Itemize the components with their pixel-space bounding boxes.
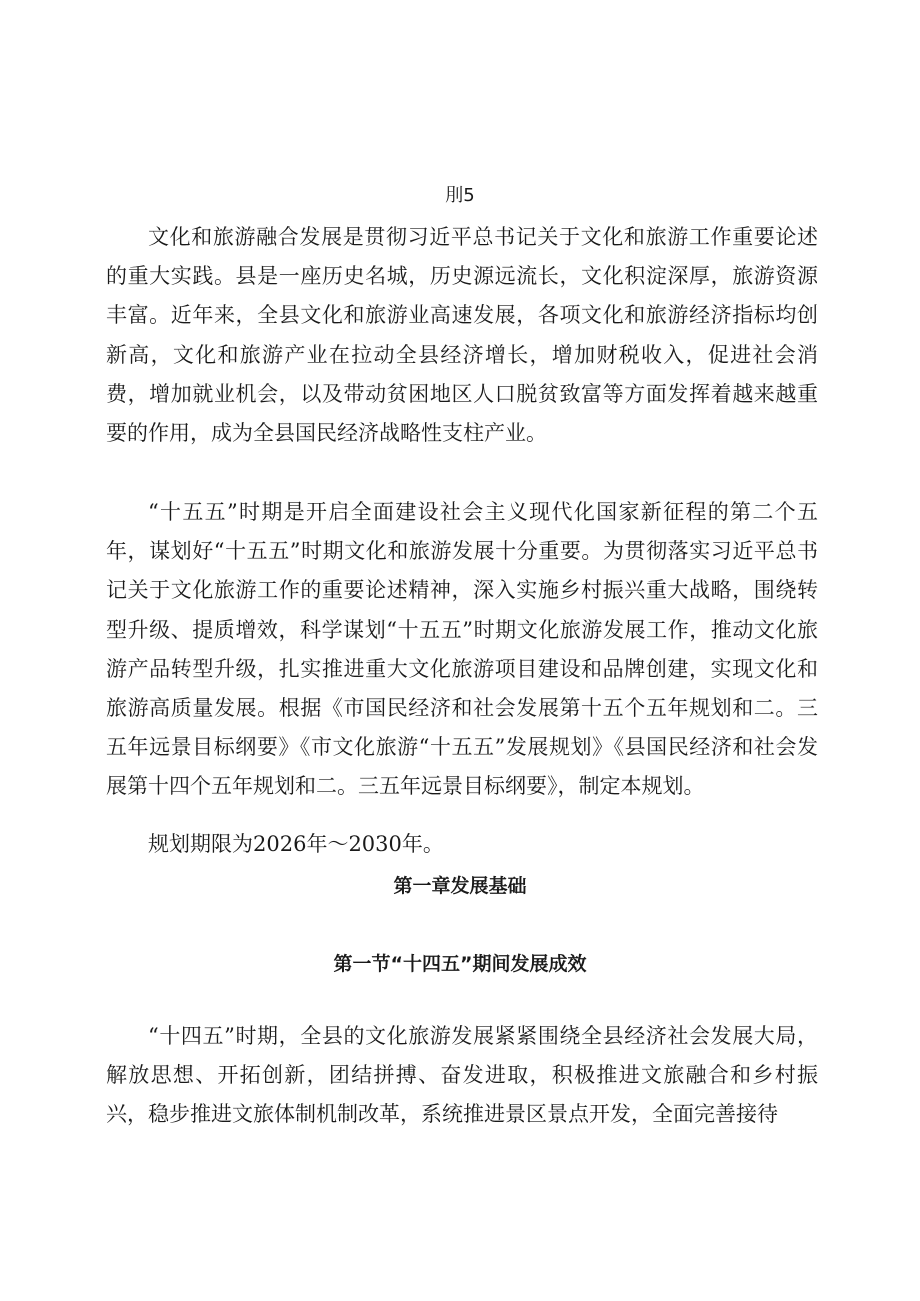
chapter-heading: 第一章发展基础 [393, 875, 527, 897]
page-header-mark: 刖5 [445, 185, 475, 206]
paragraph-achievements: “十四五”时期，全县的文化旅游发展紧紧围绕全县经济社会发展大局，解放思想、开拓创新，团结拼搏、奋发进取，积极推进文旅融合和乡村振兴，稳步推进文旅体制机制改革，系统推进景区景点开发，全面完善接待 [106, 1024, 818, 1127]
paragraph-plan-period: 规划期限为2026年～2030年。 [148, 832, 444, 856]
paragraph-preface-plan: “十五五”时期是开启全面建设社会主义现代化国家新征程的第二个五年，谋划好“十五五”时期文化和旅游发展十分重要。为贯彻落实习近平总书记关于文化旅游工作的重要论述精神，深入实施乡村振兴重大战略，围绕转型升级、提质增效，科学谋划“十五五”时期文化旅游发展工作，推动文化旅游产品转型升级，扎实推进重大文化旅游项目建设和品牌创建，实现文化和旅游高质量发展。根据《市国民经济和社会发展第十五个五年规划和二。三五年远景目标纲要》《市文化旅游“十五五”发展规划》《县国民经济和社会发展第十四个五年规划和二。三五年远景目标纲要》，制定本规划。 [106, 500, 818, 799]
paragraph-preface-intro: 文化和旅游融合发展是贯彻习近平总书记关于文化和旅游工作重要论述的重大实践。县是一座历史名城，历史源远流长，文化积淀深厚，旅游资源丰富。近年来，全县文化和旅游业高速发展，各项文化和旅游经济指标均创新高，文化和旅游产业在拉动全县经济增长，增加财税收入，促进社会消费，增加就业机会，以及带动贫困地区人口脱贫致富等方面发挥着越来越重要的作用，成为全县国民经济战略性支柱产业。 [106, 225, 818, 446]
section-heading: 第一节“十四五”期间发展成效 [333, 953, 587, 975]
